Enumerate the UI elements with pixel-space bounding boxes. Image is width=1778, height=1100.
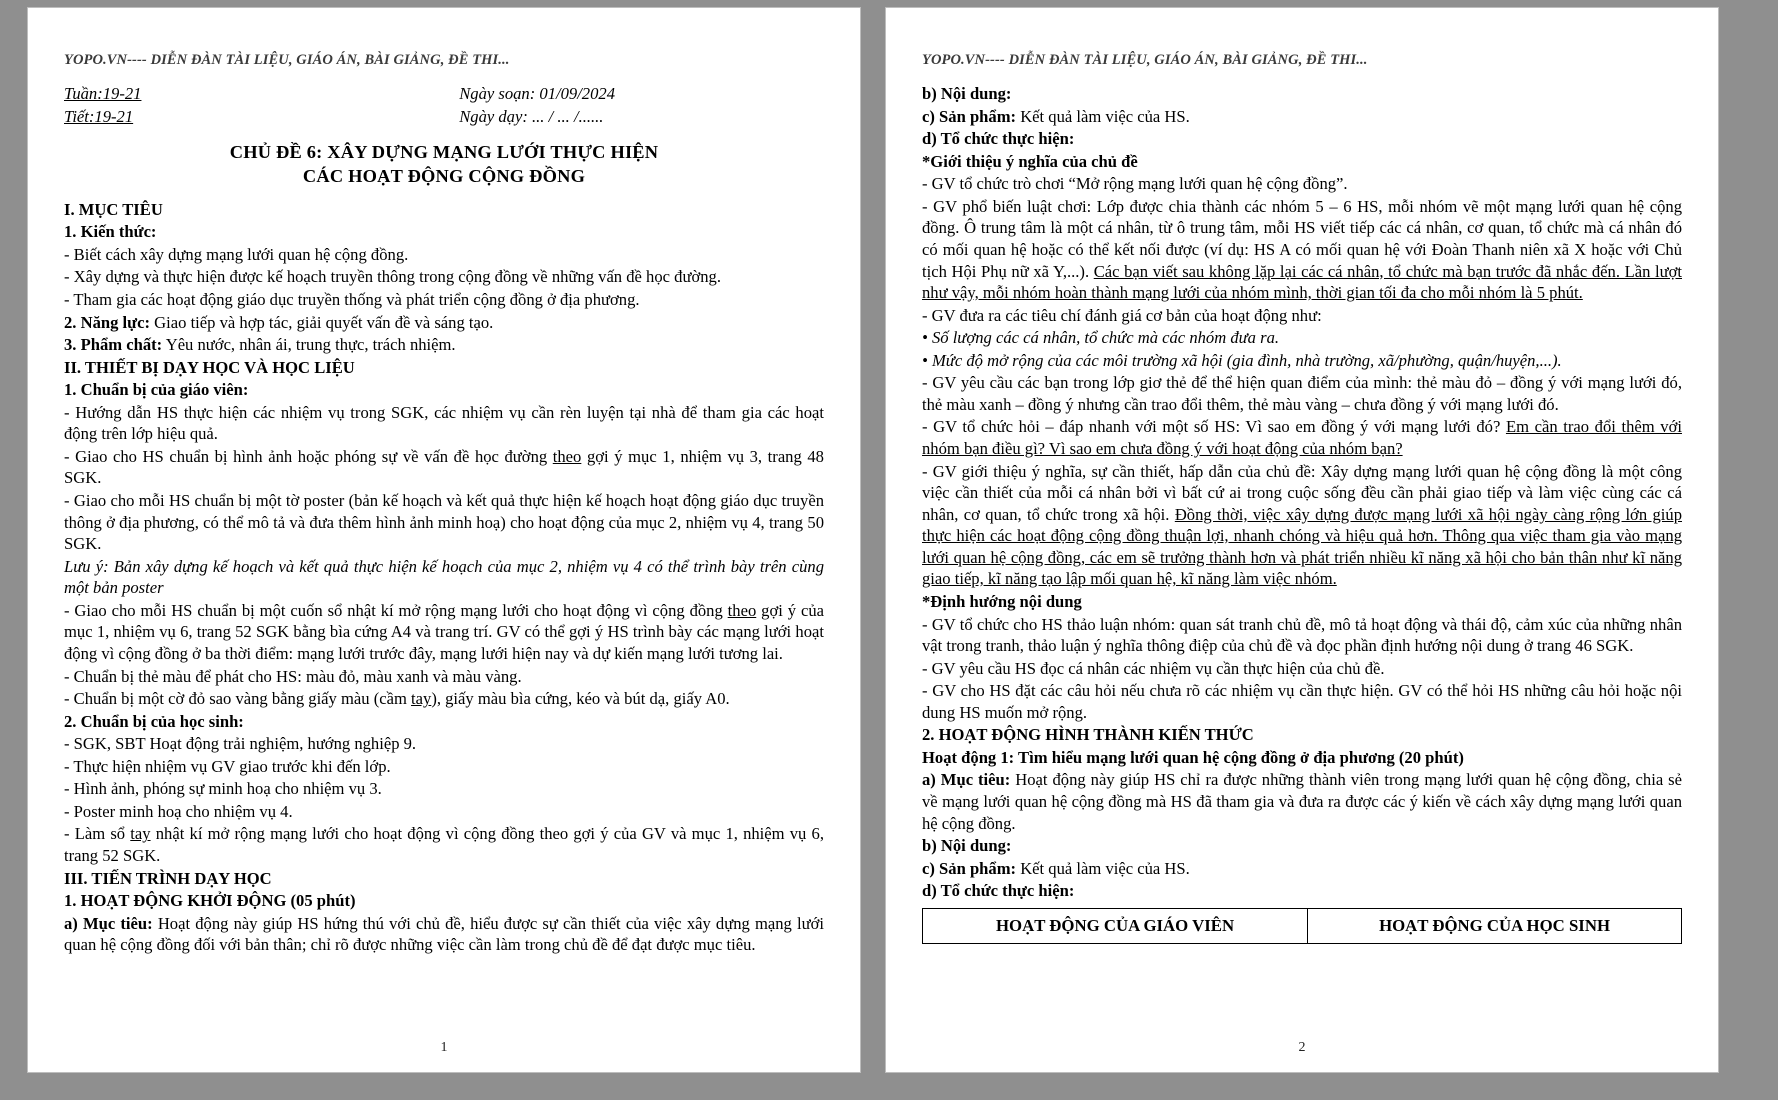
intro-step-2 <box>922 196 1682 304</box>
student-prep-2: - Thực hiện nhiệm vụ GV giao trước khi đến lớp. <box>64 756 391 776</box>
teacher-prep-7b: tay <box>411 689 432 709</box>
teacher-prep-5b: theo <box>727 600 757 620</box>
orientation-step-3: - GV cho HS đặt các câu hỏi nếu chưa rõ các nhiệm vụ cần thực hiện. GV có thể hỏi HS những câu hỏi hoặc nội dung HS muốn mở rộng. <box>922 681 1682 722</box>
criteria-1: • Số lượng các cá nhân, tổ chức mà các nhóm đưa ra. <box>922 328 1280 348</box>
activity2-product <box>922 858 1682 880</box>
competency-line <box>64 312 824 334</box>
page-2 <box>886 8 1718 1072</box>
intro-step-7 <box>922 416 1682 459</box>
activity-table <box>922 908 1682 944</box>
heading-activity-1: 1. HOẠT ĐỘNG KHỞI ĐỘNG (05 phút) <box>64 891 356 911</box>
table-head-teacher: HOẠT ĐỘNG CỦA GIÁO VIÊN <box>923 908 1308 943</box>
competency-text: Giao tiếp và hợp tác, giải quyết vấn đề và sáng tạo. <box>150 312 494 332</box>
student-prep-5a: - Làm sổ <box>64 824 131 844</box>
orientation-step-2: - GV yêu cầu HS đọc cá nhân các nhiệm vụ cần thực hiện của chủ đề. <box>922 658 1385 678</box>
activity1-objective <box>64 913 824 956</box>
heading-teacher-prep: 1. Chuẩn bị của giáo viên: <box>64 380 249 400</box>
heading-content-orientation: *Định hướng nội dung <box>922 591 1082 611</box>
activity2-implementation: d) Tổ chức thực hiện: <box>922 881 1075 901</box>
teacher-prep-2a: - Giao cho HS chuẩn bị hình ảnh hoặc phóng sự về vấn đề học đường <box>64 446 553 466</box>
intro-step-2b-highlight: Các bạn viết sau không lặp lại các cá nhân, tổ chức mà bạn trước đã nhắc đến. Lần lượt như vậy, mỗi nhóm hoàn thành mạng lưới của nhóm mình, thời gian tối đa cho mỗi nhóm là 5 phút. <box>922 261 1682 303</box>
teacher-prep-2 <box>64 446 824 489</box>
teacher-prep-7c: ), giấy màu bìa cứng, kéo và bút dạ, giấy A0. <box>431 689 730 709</box>
teacher-prep-5 <box>64 600 824 665</box>
activity2-product-label: c) Sản phẩm: <box>922 858 1017 878</box>
quality-label: 3. Phẩm chất: <box>64 335 163 355</box>
quality-line <box>64 334 824 356</box>
intro-step-2a: - GV phổ biến luật chơi: Lớp được chia thành các nhóm 5 – 6 HS, mỗi nhóm vẽ một mạng lưới quan hệ cộng đồng. Ô trung tâm là một cá nhân, từ ô trung tâm, mỗi HS viết tiếp các cá nhân, cơ quan, tổ chức mà cá nhân đó có mối quan hệ hoặc có thể kết nối được (ví dụ: HS A có mối quan hệ với Đoàn Thanh niên xã X hoặc với Chủ tịch Hội Phụ nữ xã Y,...). <box>922 196 1682 281</box>
intro-step-8b-highlight: Đồng thời, việc xây dựng được mạng lưới xã hội ngày càng rộng lớn giúp thực hiện các hoạt động cộng đồng thuận lợi, nhanh chóng và hiệu quả hơn. Thông qua việc tham gia vào mạng lưới quan hệ cộng đồng, các em sẽ trưởng thành hơn và phát triển nhiều kĩ năng xã hội cho bản thân như kĩ năng giao tiếp, kĩ năng tạo lập mối quan hệ, kĩ năng làm việc nhóm. <box>922 504 1682 589</box>
intro-step-1: - GV tổ chức trò chơi “Mở rộng mạng lưới quan hệ cộng đồng”. <box>922 174 1348 194</box>
heading-intro-meaning: *Giới thiệu ý nghĩa của chủ đề <box>922 151 1138 171</box>
header-meta-left <box>64 83 414 128</box>
student-prep-5c: nhật kí mở rộng mạng lưới cho hoạt động vì cộng đồng theo gợi ý của GV và mục 1, nhiệm vụ 6, trang 52 SGK. <box>64 824 824 865</box>
student-prep-3: - Hình ảnh, phóng sự minh hoạ cho nhiệm vụ 3. <box>64 779 382 799</box>
date-taught: Ngày dạy: ... / ... /...... <box>459 106 604 126</box>
watermark-header-2: YOPO.VN---- DIỄN ĐÀN TÀI LIỆU, GIÁO ÁN, BÀI GIẢNG, ĐỀ THI... <box>922 52 1368 68</box>
page-1 <box>28 8 860 1072</box>
intro-step-3: - GV đưa ra các tiêu chí đánh giá cơ bản của hoạt động như: <box>922 305 1322 325</box>
heading-process: III. TIẾN TRÌNH DẠY HỌC <box>64 868 272 888</box>
teacher-prep-7a: - Chuẩn bị một cờ đỏ sao vàng bằng giấy màu (cầm <box>64 689 412 709</box>
section-c-text: Kết quả làm việc của HS. <box>1016 106 1190 126</box>
watermark-header: YOPO.VN---- DIỄN ĐÀN TÀI LIỆU, GIÁO ÁN, BÀI GIẢNG, ĐỀ THI... <box>64 52 510 68</box>
student-prep-5b: tay <box>130 824 151 844</box>
intro-step-8 <box>922 461 1682 590</box>
teacher-prep-1: - Hướng dẫn HS thực hiện các nhiệm vụ trong SGK, các nhiệm vụ cần rèn luyện tại nhà để tham gia các hoạt động trên lớp hiệu quả. <box>64 402 824 444</box>
teacher-prep-2b: theo <box>552 446 582 466</box>
teacher-prep-7 <box>64 688 824 710</box>
student-prep-1: - SGK, SBT Hoạt động trải nghiệm, hướng nghiệp 9. <box>64 734 417 754</box>
student-prep-4: - Poster minh hoạ cho nhiệm vụ 4. <box>64 801 293 821</box>
heading-knowledge: 1. Kiến thức: <box>64 222 157 242</box>
page-number-1: 1 <box>440 1040 448 1055</box>
activity2-product-text: Kết quả làm việc của HS. <box>1016 858 1190 878</box>
intro-step-6: - GV yêu cầu các bạn trong lớp giơ thẻ để thể hiện quan điểm của mình: thẻ màu đỏ – đồng ý với mạng lưới đó, thẻ màu xanh – đồng ý nhưng cần trao đổi thêm, thẻ màu vàng – chưa đồng ý với mạng lưới đó. <box>922 373 1682 414</box>
heading-activity-2-1: Hoạt động 1: Tìm hiểu mạng lưới quan hệ cộng đồng ở địa phương (20 phút) <box>922 747 1464 767</box>
intro-step-7a: - GV tổ chức hỏi – đáp nhanh với một số HS: Vì sao em đồng ý với mạng lưới đó? <box>922 417 1506 437</box>
activity2-objective-text: Hoạt động này giúp HS chỉ ra được những thành viên trong mạng lưới quan hệ cộng đồng, chia sẻ về mạng lưới quan hệ cộng đồng mà HS đã tham gia và đưa ra được các ý kiến về cách xây dựng mạng lưới quan hệ cộng đồng. <box>922 770 1682 833</box>
teacher-prep-5c: gợi ý của mục 1, nhiệm vụ 6, trang 52 SGK bằng bìa cứng A4 và trang trí. GV có thể gợi ý HS trình bày các mạng lưới hoạt động vì cộng đồng ở ba thời điểm: mạng lưới trước đây, mạng lưới hiện nay và dự kiến mạng lưới tương lai. <box>64 600 824 663</box>
activity2-objective-label: a) Mục tiêu: <box>922 770 1011 790</box>
doc-title <box>64 140 824 189</box>
heading-student-prep: 2. Chuẩn bị của học sinh: <box>64 711 244 731</box>
activity2-objective <box>922 769 1682 834</box>
teacher-prep-note: Lưu ý: Bản xây dựng kế hoạch và kết quả thực hiện kế hoạch của mục 2, nhiệm vụ 4 có thể trình bày trên cùng một bản poster <box>64 556 824 598</box>
table-head-student: HOẠT ĐỘNG CỦA HỌC SINH <box>1308 908 1682 943</box>
doc-title-line1: CHỦ ĐỀ 6: XÂY DỰNG MẠNG LƯỚI THỰC HIỆN <box>229 142 659 163</box>
activity2-content: b) Nội dung: <box>922 836 1012 856</box>
knowledge-item-2: - Xây dựng và thực hiện được kế hoạch truyền thông trong cộng đồng về những vấn đề học đường. <box>64 267 721 287</box>
quality-text: Yêu nước, nhân ái, trung thực, trách nhiệm. <box>162 335 456 355</box>
criteria-2: • Mức độ mở rộng của các môi trường xã hội (gia đình, nhà trường, xã/phường, quận/huyện,...). <box>922 350 1562 370</box>
student-prep-5 <box>64 823 824 866</box>
period-label: Tiết:19-21 <box>64 106 134 126</box>
section-c-label: c) Sản phẩm: <box>922 106 1017 126</box>
competency-label: 2. Năng lực: <box>64 312 151 332</box>
doc-title-line2: CÁC HOẠT ĐỘNG CỘNG ĐỒNG <box>302 166 586 187</box>
activity1-objective-text: Hoạt động này giúp HS hứng thú với chủ đề, hiểu được sự cần thiết của việc xây dựng mạng lưới quan hệ cộng đồng đối với bản thân; chỉ rõ được những việc cần làm trong chủ đề để đạt được mục tiêu. <box>64 913 824 955</box>
teacher-prep-3: - Giao cho mỗi HS chuẩn bị một tờ poster (bản kế hoạch và kết quả thực hiện kế hoạch hoạt động giáo dục truyền thông ở địa phương, có thể mô tả và đưa thêm hình ảnh minh hoạ) cho hoạt động của mục 2, nhiệm vụ 4, trang 50 SGK. <box>64 491 824 554</box>
date-prepared: Ngày soạn: 01/09/2024 <box>459 84 615 103</box>
table-row <box>923 908 1682 943</box>
heading-activity-2: 2. HOẠT ĐỘNG HÌNH THÀNH KIẾN THỨC <box>922 725 1254 745</box>
teacher-prep-6: - Chuẩn bị thẻ màu để phát cho HS: màu đỏ, màu xanh và màu vàng. <box>64 666 522 686</box>
teacher-prep-2c: gợi ý mục 1, nhiệm vụ 3, trang 48 SGK. <box>64 446 824 488</box>
orientation-step-1: - GV tổ chức cho HS thảo luận nhóm: quan sát tranh chủ đề, mô tả hoạt động và thái độ, cảm xúc của những nhân vật trong tranh, thảo luận ý nghĩa thông điệp của chủ đề và đọc phần định hướng nội dung ở trang 46 SGK. <box>922 614 1682 656</box>
section-b-content: b) Nội dung: <box>922 84 1012 103</box>
heading-equipment: II. THIẾT BỊ DẠY HỌC VÀ HỌC LIỆU <box>64 357 355 377</box>
intro-step-8a: - GV giới thiệu ý nghĩa, sự cần thiết, hấp dẫn của chủ đề: Xây dựng mạng lưới quan hệ cộng đồng là một công việc cần thiết của mỗi cá nhân bởi vì bất cứ ai trong cuộc sống đều cần phải giao tiếp và làm việc cùng các cá nhân, cơ quan, tổ chức trong xã hội. <box>922 461 1682 524</box>
header-meta-right <box>459 83 824 128</box>
teacher-prep-5a: - Giao cho mỗi HS chuẩn bị một cuốn sổ nhật kí mở rộng mạng lưới cho hoạt động vì cộng đồng <box>64 600 728 620</box>
knowledge-item-1: - Biết cách xây dựng mạng lưới quan hệ cộng đồng. <box>64 244 409 264</box>
activity1-objective-label: a) Mục tiêu: <box>64 913 153 933</box>
section-c-product <box>922 106 1682 128</box>
heading-objectives: I. MỤC TIÊU <box>64 199 163 219</box>
section-d-implementation: d) Tổ chức thực hiện: <box>922 129 1075 149</box>
knowledge-item-3: - Tham gia các hoạt động giáo dục truyền thống và phát triển cộng đồng ở địa phương. <box>64 289 640 309</box>
header-meta-row <box>64 83 824 128</box>
intro-step-7b-highlight: Em cần trao đổi thêm với nhóm bạn điều gì? Vì sao em chưa đồng ý với hoạt động của nhóm bạn? <box>922 417 1682 458</box>
page-number-2: 2 <box>1298 1040 1306 1055</box>
week-label: Tuần:19-21 <box>64 84 142 103</box>
